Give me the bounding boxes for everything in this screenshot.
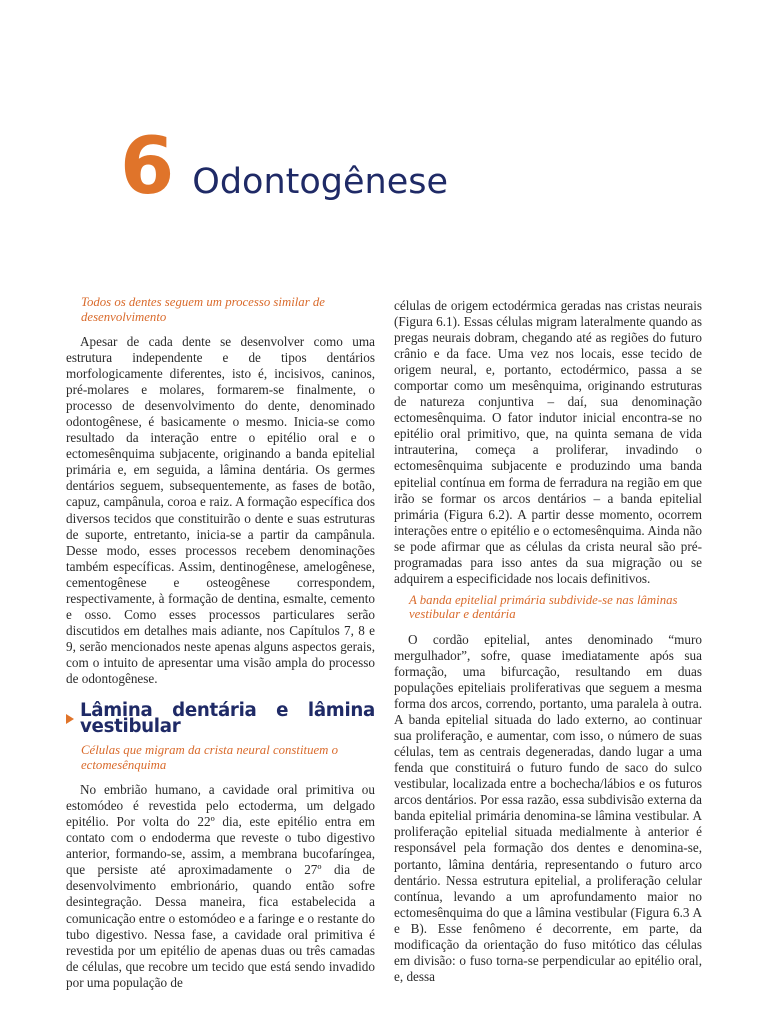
intro-paragraph: Apesar de cada dente se desenvolver como uma estrutura independente e de tipos dentários morfologicamente diferentes, isto é, incisivos, caninos, pré-molares e molares, formarem-se finalmente, o processo de desenvolvimento do dente, denominado odontogênese, é basicamente o mesmo. Inicia-se como resultado da interação entre o epitélio oral e o ectomesênquima subjacente, originando a banda epitelial primária e, em seguida, a lâmina dentária. Os germes dentários seguem, subsequentemente, as fases de botão, capuz, campânula, coroa e raiz. A formação específica dos diversos tecidos que constituirão o dente e suas estruturas de suporte, entretanto, inicia-se a partir da campânula. Desse modo, esses processos recebem denominações também específicas. Assim, dentinogênese, amelogênese, cementogênese e osteogênese correspondem, respectivamente, à formação de dentina, esmalte, cemento e osso. Como esses processos particulares serão discutidos em detalhes mais adiante, nos Capítulos 7, 8 e 9, serão mencionados neste apenas alguns aspectos gerais, com o intuito de apresentar uma visão ampla do processo de odontogênese.: [66, 334, 375, 686]
chapter-header: [120, 122, 449, 212]
section-arrow-icon: [66, 714, 74, 724]
intro-heading: Todos os dentes seguem um processo similar de desenvolvimento: [81, 295, 325, 324]
section-heading: [66, 700, 375, 738]
body-paragraph-epithelial-cord: O cordão epitelial, antes denominado “muro mergulhador”, sofre, quase imediatamente após sua formação, uma bifurcação, resultando em duas populações epiteliais proliferativas que seguem a mesma forma dos arcos, correndo, portanto, uma paralela à outra. A banda epitelial situada do lado externo, ao continuar sua proliferação, e aumentar, com isso, o número de suas células, tem as centrais degeneradas, dando lugar a uma fenda que constituirá o futuro fundo de saco do sulco vestibular, localizada entre a bochecha/lábios e os futuros arcos dentários. Por essa razão, essa subdivisão externa da banda epitelial primária denomina-se lâmina vestibular. A proliferação epitelial situada medialmente à anterior é responsável pela formação dos dentes e denomina-se, portanto, lâmina dentária, representando o futuro arco dentário. Nessa estrutura epitelial, a proliferação celular contínua, levando a um aprofundamento maior no ectomesênquima do que a lâmina vestibular (Figura 6.3 A e B). Esse fenômeno é decorrente, em parte, da modificação da orientação do fuso mitótico das células em divisão: o fuso torna-se perpendicular ao epitélio oral, e, dessa: [394, 631, 702, 984]
section-title: Lâmina dentária e lâmina vestibular: [80, 700, 375, 738]
body-paragraph-embryo: No embrião humano, a cavidade oral primitiva ou estomódeo é revestida pelo ectoderma, um delgado epitélio. Por volta do 22º dia, este epitélio entra em contato com o endoderma que reveste o tubo digestivo anterior, formando-se, assim, a membrana bucofaríngea, que persiste até aproximadamente o 27º dia de desenvolvimento embrionário, quando então sofre desintegração. Dessa maneira, fica estabelecida a comunicação entre o estomódeo e a faringe e o restante do tubo digestivo. Nessa fase, a cavidade oral primitiva é revestida por um epitélio de apenas duas ou três camadas de células, que recobre um tecido que está sendo invadido por uma população de: [66, 782, 375, 990]
chapter-title: Odontogênese: [192, 162, 449, 202]
subheading-neural-crest: Células que migram da crista neural constituem o ectomesênquima: [81, 743, 338, 772]
left-column: [66, 295, 375, 991]
chapter-number: 6: [120, 122, 173, 212]
right-column: [394, 298, 702, 985]
body-paragraph-neural-cells: células de origem ectodérmica geradas nas cristas neurais (Figura 6.1). Essas células migram lateralmente quando as pregas neurais dobram, chegando até as regiões do futuro crânio e da face. Uma vez nos locais, esse tecido de origem neural, e, portanto, ectodérmico, passa a se comportar como um mesênquima, originando estruturas de natureza conjuntiva – daí, sua denominação ectomesênquima. O fator indutor inicial encontra-se no epitélio oral primitivo, que, na quinta semana de vida intrauterina, começa a proliferar, invadindo o ectomesênquima subjacente e produzindo uma banda epitelial contínua em forma de ferradura na região em que irão se formar os arcos dentários – a banda epitelial primária (Figura 6.2). A partir desse momento, ocorrem interações entre o epitélio e o ectomesênquima. Ainda não se pode afirmar que as células da crista neural são pré-programadas para isso antes da sua migração ou se adquirem a especificidade nos locais definitivos.: [394, 298, 702, 586]
subheading-primary-band: A banda epitelial primária subdivide-se nas lâminas vestibular e dentária: [409, 592, 678, 622]
